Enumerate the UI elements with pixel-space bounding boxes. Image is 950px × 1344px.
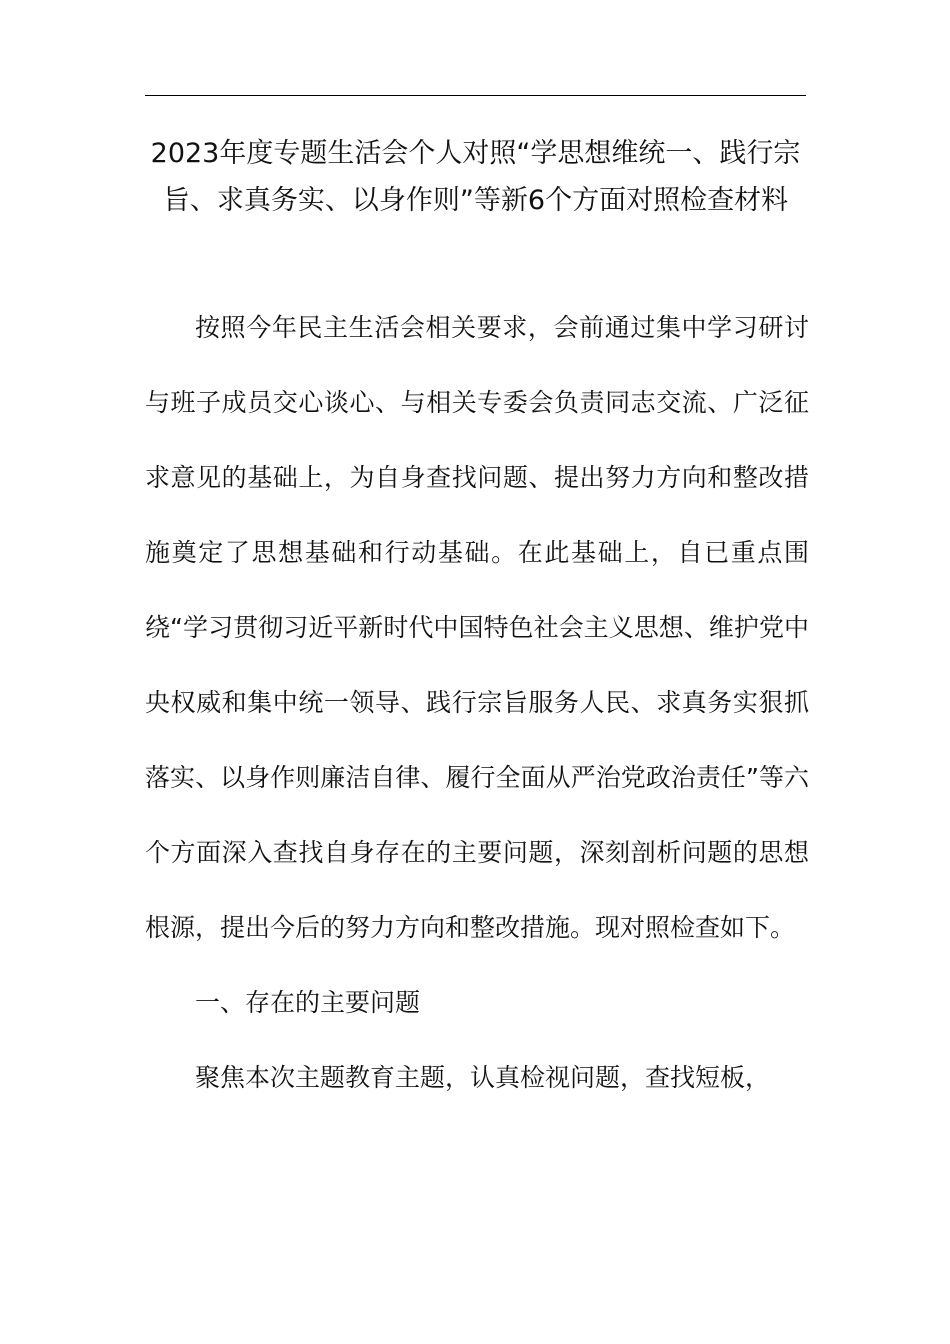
intro-paragraph: 按照今年民主生活会相关要求，会前通过集中学习研讨与班子成员交心谈心、与相关专委会负责同志交流、广泛征求意见的基础上，为自身查找问题、提出努力方向和整改措施奠定了思想基础和行动基础。在此基础上，自已重点围绕“学习贯彻习近平新时代中国特色社会主义思想、维护党中央权威和集中统一领导、践行宗旨服务人民、求真务实狠抓落实、以身作则廉洁自律、履行全面从严治党政治责任”等六个方面深入查找自身存在的主要问题，深刻剖析问题的思想根源，提出今后的努力方向和整改措施。现对照检查如下。 [145,313,809,942]
section-heading: 一、存在的主要问题 [195,988,421,1017]
section-paragraph: 聚焦本次主题教育主题，认真检视问题，查找短板， [195,1063,771,1092]
header-rule [145,95,806,96]
document-body [145,290,809,1115]
document-title: 2023年度专题生活会个人对照“学思想维统一、践行宗旨、求真务实、以身作则”等新6个方面对照检查材料 [150,138,801,216]
